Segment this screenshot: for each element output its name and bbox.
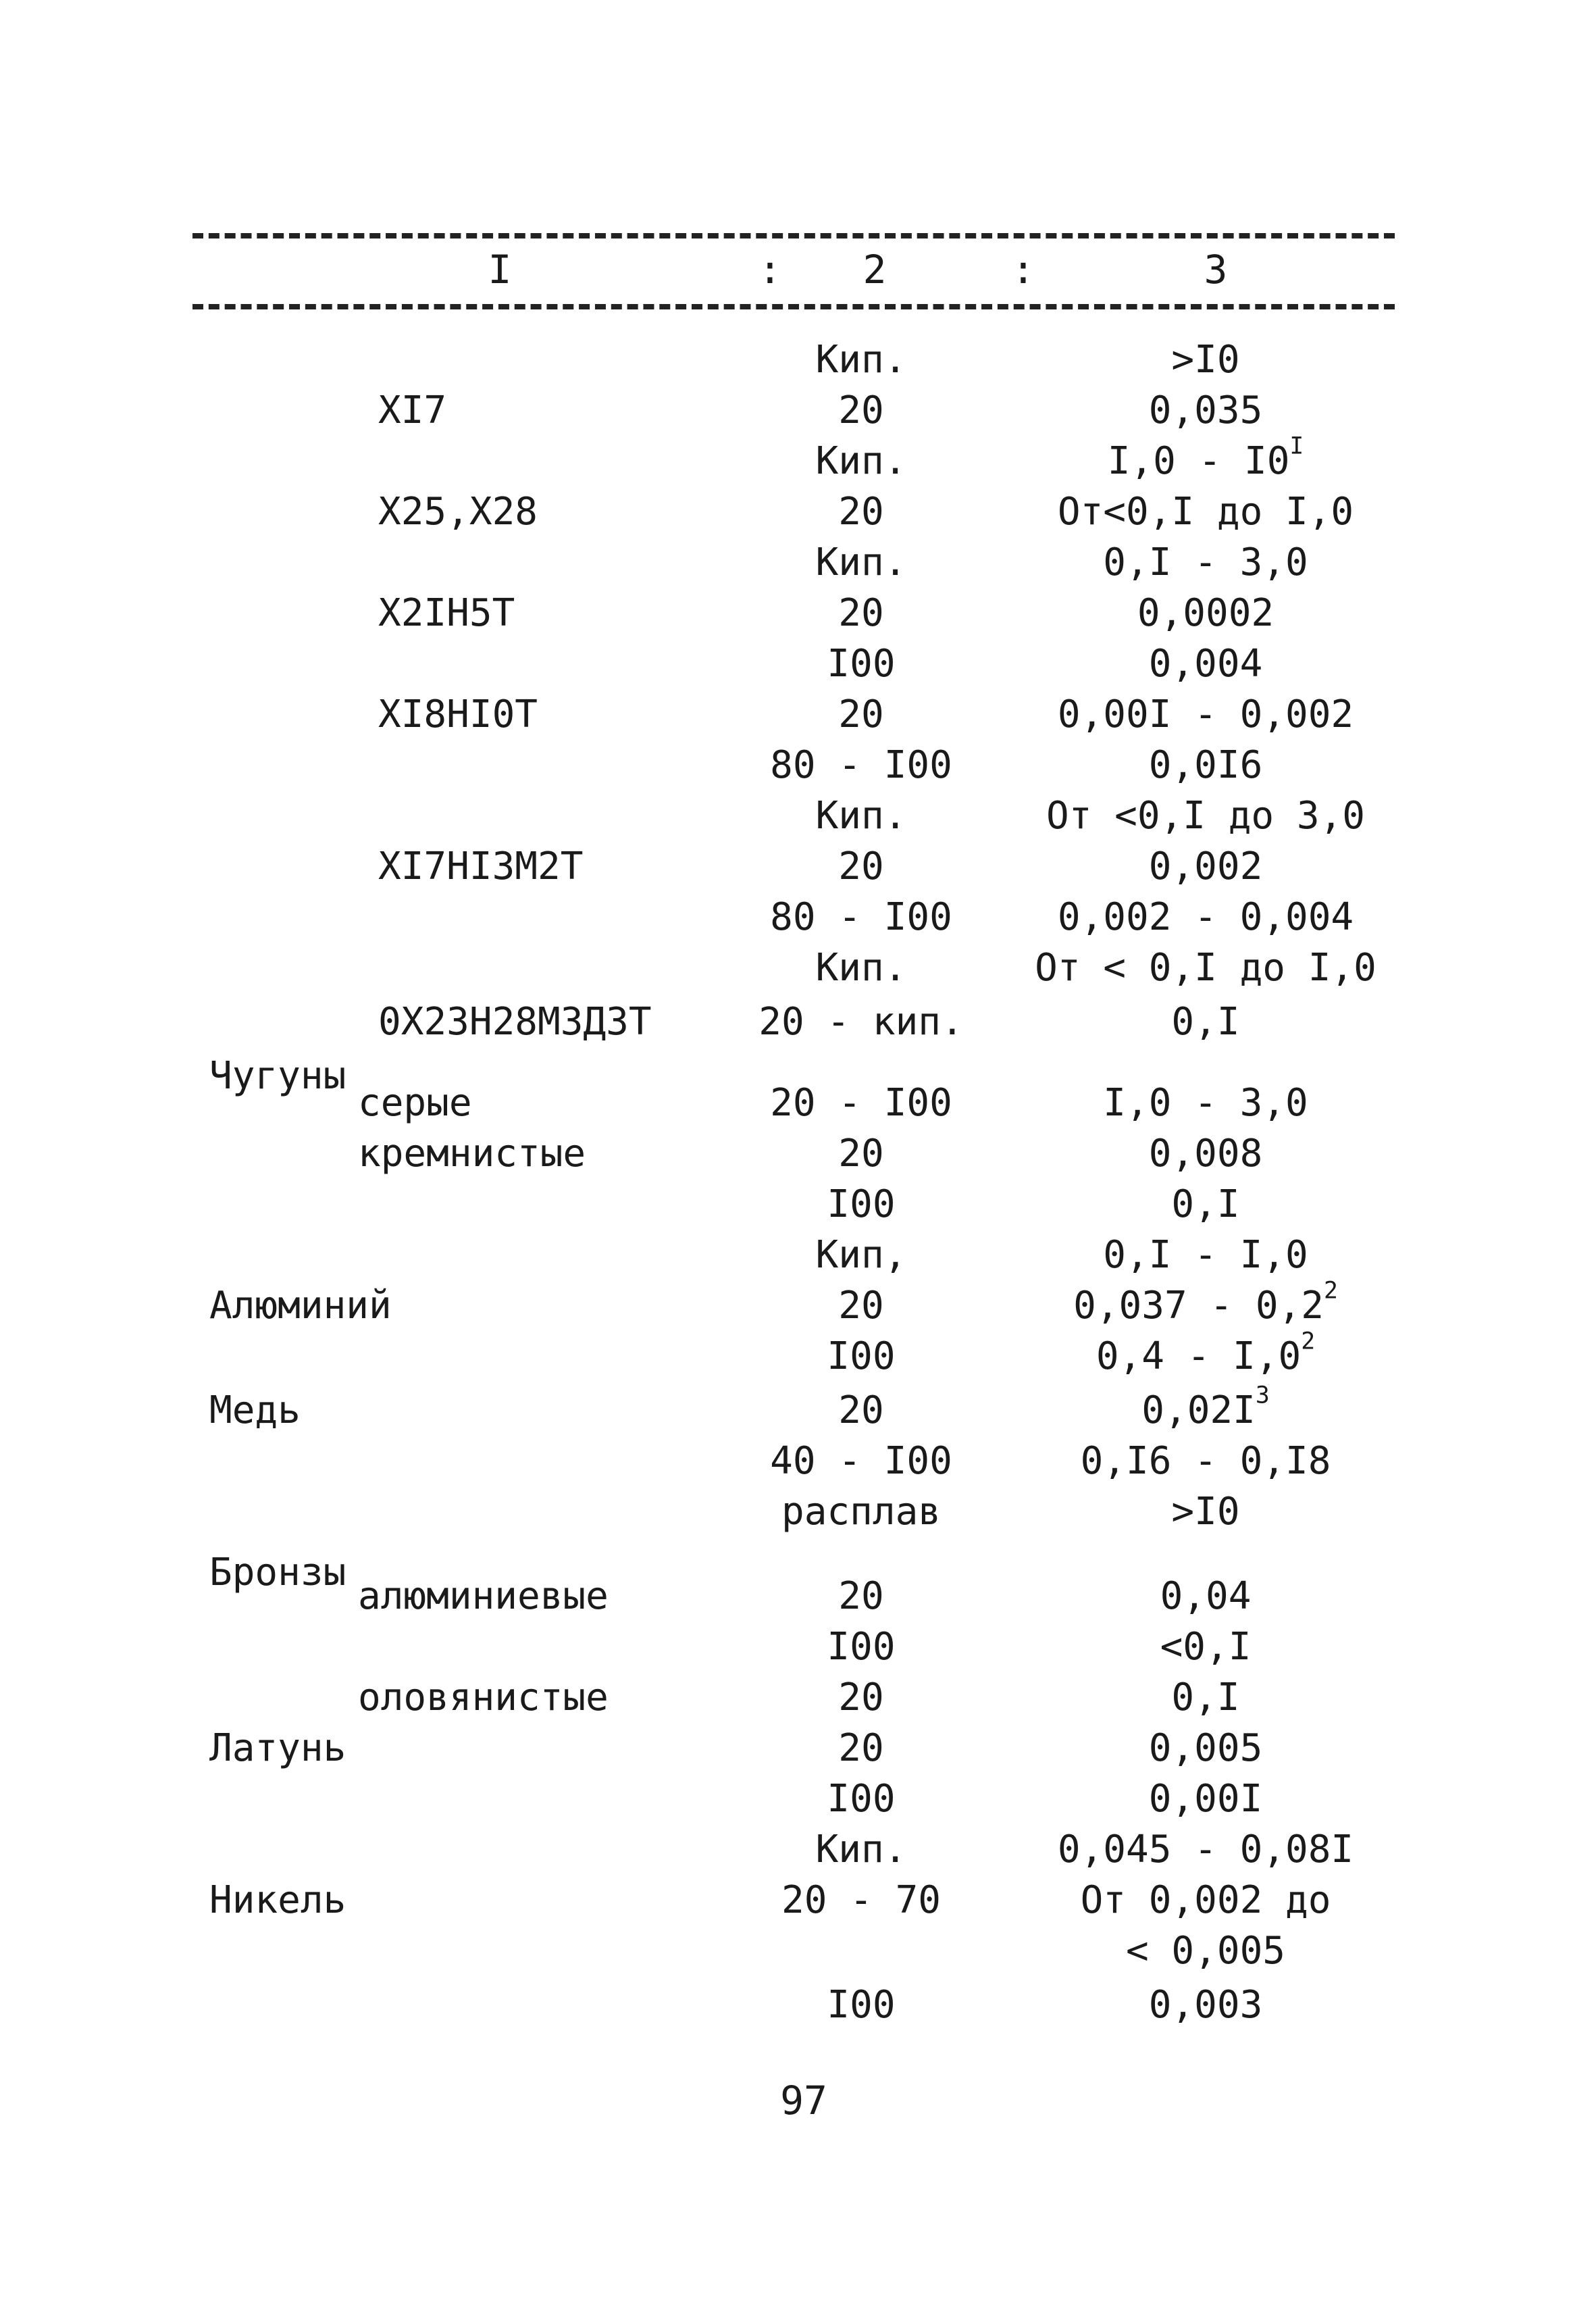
row-20-corrosion-rate [1096, 1328, 1316, 1378]
row-21-temperature: 20 [838, 1388, 884, 1432]
row-14-temperature: 20 - кип. [758, 1000, 964, 1044]
row-27-material: Латунь [209, 1726, 346, 1770]
corrosion-rate-value: 0,I [1171, 1676, 1240, 1719]
row-7-corrosion-rate [1148, 642, 1263, 686]
corrosion-rate-value: 0,008 [1148, 1132, 1263, 1176]
corrosion-rate-value: 0,004 [1148, 642, 1263, 686]
row-17-corrosion-rate [1171, 1182, 1240, 1226]
corrosion-rate-value: От < 0,I до I,0 [1035, 946, 1376, 990]
footnote-marker: 2 [1323, 1277, 1338, 1305]
row-22-corrosion-rate [1080, 1439, 1331, 1483]
row-7-temperature: I00 [827, 642, 896, 686]
row-11-corrosion-rate [1148, 845, 1263, 888]
row-18-corrosion-rate [1103, 1233, 1308, 1277]
row-18-temperature: Кип, [815, 1233, 907, 1277]
row-30-material: Никель [209, 1878, 346, 1922]
row-5-corrosion-rate [1103, 540, 1308, 584]
group-label-bronze: Бронзы [209, 1551, 346, 1594]
row-24-material: алюминиевые [358, 1574, 609, 1618]
corrosion-rate-value: 0,I6 - 0,I8 [1080, 1439, 1331, 1483]
row-15-material: серые [358, 1081, 472, 1125]
row-8-temperature: 20 [838, 693, 884, 736]
row-31-corrosion-rate [1125, 1929, 1286, 1973]
corrosion-rate-value: От <0,I до 3,0 [1046, 794, 1366, 838]
corrosion-rate-value: >I0 [1171, 1490, 1240, 1534]
footnote-marker: 2 [1301, 1328, 1316, 1355]
table-header-rule [192, 304, 1395, 309]
corrosion-rate-value: <0,I [1160, 1625, 1252, 1669]
corrosion-rate-value: 0,035 [1148, 388, 1263, 432]
row-25-temperature: I00 [827, 1625, 896, 1669]
corrosion-rate-value: 0,I - I,0 [1103, 1233, 1308, 1277]
row-4-corrosion-rate [1057, 490, 1354, 534]
row-24-corrosion-rate [1160, 1574, 1252, 1618]
row-1-corrosion-rate [1171, 338, 1240, 382]
row-3-temperature: Кип. [815, 439, 907, 483]
corrosion-rate-value: 0,0I6 [1148, 743, 1263, 787]
row-29-temperature: Кип. [815, 1828, 907, 1871]
corrosion-rate-value: >I0 [1171, 338, 1240, 382]
corrosion-rate-value: От 0,002 до [1080, 1878, 1331, 1922]
row-3-corrosion-rate [1107, 432, 1304, 483]
row-13-temperature: Кип. [815, 946, 907, 990]
corrosion-rate-value: 0,I [1171, 1182, 1240, 1226]
page-number: 97 [780, 2078, 827, 2123]
row-6-material: X2IH5T [378, 591, 515, 635]
row-24-temperature: 20 [838, 1574, 884, 1618]
row-12-corrosion-rate [1057, 895, 1354, 939]
row-30-temperature: 20 - 70 [781, 1878, 942, 1922]
corrosion-rate-value: 0,04 [1160, 1574, 1252, 1618]
row-15-corrosion-rate [1103, 1081, 1308, 1125]
corrosion-rate-value: 0,037 - 0,2 [1073, 1284, 1324, 1328]
row-19-temperature: 20 [838, 1284, 884, 1328]
row-26-corrosion-rate [1171, 1676, 1240, 1719]
row-11-temperature: 20 [838, 845, 884, 888]
row-16-corrosion-rate [1148, 1132, 1263, 1176]
row-28-temperature: I00 [827, 1777, 896, 1821]
corrosion-rate-value: 0,045 - 0,08I [1057, 1828, 1354, 1871]
row-14-corrosion-rate [1171, 1000, 1240, 1044]
corrosion-rate-value: 0,00I [1148, 1777, 1263, 1821]
corrosion-rate-value: I,0 - I0 [1107, 439, 1290, 483]
corrosion-rate-value: 0,4 - I,0 [1096, 1334, 1302, 1378]
row-17-temperature: I00 [827, 1182, 896, 1226]
row-26-temperature: 20 [838, 1676, 884, 1719]
row-6-temperature: 20 [838, 591, 884, 635]
corrosion-rate-value: 0,003 [1148, 1983, 1263, 2027]
row-12-temperature: 80 - I00 [770, 895, 952, 939]
row-32-temperature: I00 [827, 1983, 896, 2027]
row-1-temperature: Кип. [815, 338, 907, 382]
corrosion-rate-value: 0,002 [1148, 845, 1263, 888]
footnote-marker: I [1289, 432, 1304, 460]
row-19-material: Алюминий [209, 1284, 392, 1328]
row-23-temperature: расплав [781, 1490, 942, 1534]
row-16-temperature: 20 [838, 1132, 884, 1176]
row-23-corrosion-rate [1171, 1490, 1240, 1534]
row-15-temperature: 20 - I00 [770, 1081, 952, 1125]
group-label-cast-iron: Чугуны [209, 1054, 346, 1098]
corrosion-rate-value: 0,0002 [1137, 591, 1275, 635]
row-16-material: кремнистые [358, 1132, 586, 1176]
row-22-temperature: 40 - I00 [770, 1439, 952, 1483]
row-9-corrosion-rate [1148, 743, 1263, 787]
row-11-material: XI7HI3M2T [378, 845, 584, 888]
corrosion-rate-value: 0,I - 3,0 [1103, 540, 1308, 584]
corrosion-rate-value: 0,002 - 0,004 [1057, 895, 1354, 939]
row-32-corrosion-rate [1148, 1983, 1263, 2027]
row-2-temperature: 20 [838, 388, 884, 432]
header-col-2: 2 [863, 247, 887, 293]
row-27-temperature: 20 [838, 1726, 884, 1770]
corrosion-rate-value: 0,005 [1148, 1726, 1263, 1770]
row-30-corrosion-rate [1080, 1878, 1331, 1922]
row-4-temperature: 20 [838, 490, 884, 534]
header-separator-2: : [1011, 247, 1035, 293]
row-20-temperature: I00 [827, 1334, 896, 1378]
row-26-material: оловянистые [358, 1676, 609, 1719]
row-10-corrosion-rate [1046, 794, 1366, 838]
corrosion-rate-value: 0,02I [1141, 1388, 1256, 1432]
row-13-corrosion-rate [1035, 946, 1376, 990]
row-21-material: Медь [209, 1388, 301, 1432]
row-10-temperature: Кип. [815, 794, 907, 838]
header-separator-1: : [758, 247, 782, 293]
header-col-1: I [488, 247, 512, 293]
row-5-temperature: Кип. [815, 540, 907, 584]
row-29-corrosion-rate [1057, 1828, 1354, 1871]
corrosion-rate-value: I,0 - 3,0 [1103, 1081, 1308, 1125]
row-19-corrosion-rate [1073, 1277, 1338, 1328]
corrosion-rate-value: < 0,005 [1125, 1929, 1286, 1973]
row-4-material: X25,X28 [378, 490, 538, 534]
row-28-corrosion-rate [1148, 1777, 1263, 1821]
row-25-corrosion-rate [1160, 1625, 1252, 1669]
header-col-3: 3 [1204, 247, 1228, 293]
row-2-material: XI7 [378, 388, 447, 432]
table-top-rule [192, 233, 1395, 238]
row-2-corrosion-rate [1148, 388, 1263, 432]
row-21-corrosion-rate [1141, 1382, 1270, 1432]
corrosion-rate-value: От<0,I до I,0 [1057, 490, 1354, 534]
row-14-material: 0X23H28M3Д3T [378, 1000, 652, 1044]
corrosion-rate-value: 0,00I - 0,002 [1057, 693, 1354, 736]
row-8-material: XI8HI0T [378, 693, 538, 736]
footnote-marker: 3 [1255, 1382, 1270, 1409]
row-27-corrosion-rate [1148, 1726, 1263, 1770]
corrosion-rate-value: 0,I [1171, 1000, 1240, 1044]
row-8-corrosion-rate [1057, 693, 1354, 736]
row-6-corrosion-rate [1137, 591, 1275, 635]
row-9-temperature: 80 - I00 [770, 743, 952, 787]
